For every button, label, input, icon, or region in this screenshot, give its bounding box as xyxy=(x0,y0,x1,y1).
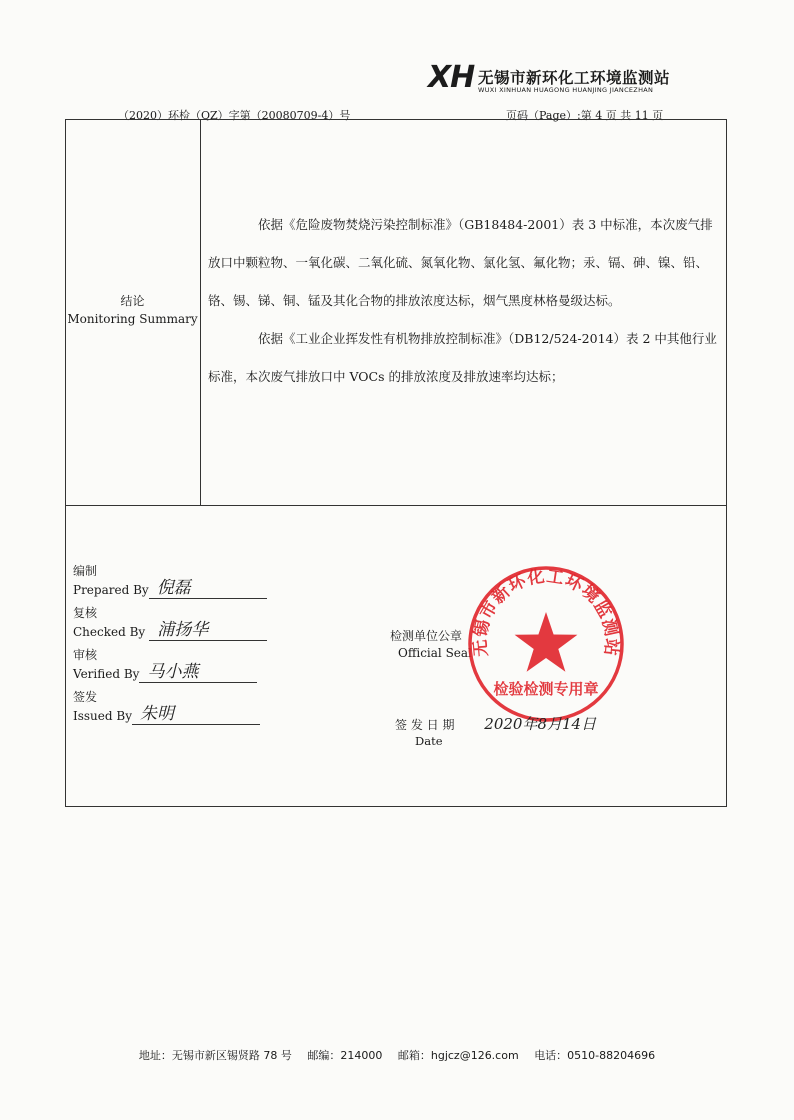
row-divider xyxy=(65,505,727,506)
summary-label xyxy=(65,292,200,328)
date-label-cn: 签 发 日 期 xyxy=(395,718,455,732)
verified-block xyxy=(73,647,257,683)
seal-star-icon xyxy=(515,612,578,672)
prepared-label-en: Prepared By xyxy=(73,583,149,597)
seal-bottom-text: 检验检测专用章 xyxy=(493,680,599,698)
summary-label-cn: 结论 xyxy=(120,294,145,308)
verified-signature: 马小燕 xyxy=(147,662,199,682)
footer-email: 邮箱：hgjcz@126.com xyxy=(397,1049,519,1062)
seal-ring-text: 无锡市新环化工环境监测站 xyxy=(470,566,622,658)
checked-label-en: Checked By xyxy=(73,625,146,639)
logo-mark: XH xyxy=(428,60,475,95)
prepared-label-cn: 编制 xyxy=(73,564,98,578)
conclusion-paragraph-2: 依据《工业企业挥发性有机物排放控制标准》（DB12/524-2014）表 2 中其他行业标准，本次废气排放口中 VOCs 的排放浓度及排放速率均达标； xyxy=(208,331,717,384)
seal-label-en: Official Seal xyxy=(398,646,472,660)
checked-block xyxy=(73,605,267,641)
footer xyxy=(0,1047,794,1063)
prepared-block xyxy=(73,563,267,599)
org-name-cn: 无锡市新环化工环境监测站 xyxy=(478,69,671,87)
conclusion-paragraph-1: 依据《危险废物焚烧污染控制标准》（GB18484-2001）表 3 中标准，本次废气排放口中颗粒物、一氧化碳、二氧化硫、氮氧化物、氯化氢、氟化物；汞、镉、砷、镍、铅、铬、锡、锑、铜、锰及其化合物的排放浓度达标，烟气黑度林格曼级达标。 xyxy=(208,217,713,308)
official-seal-label xyxy=(390,628,472,662)
org-name-en: WUXI XINHUAN HUAGONG HUANJING JIANCEZHAN xyxy=(478,86,654,94)
summary-label-en: Monitoring Summary xyxy=(67,312,198,326)
footer-address: 地址：无锡市新区锡贤路 78 号 xyxy=(138,1049,292,1062)
document-number: （2020）环检（QZ）字第（20080709-4）号 xyxy=(118,109,351,122)
footer-phone: 电话：0510-88204696 xyxy=(534,1049,656,1062)
seal-label-cn: 检测单位公章 xyxy=(390,629,463,643)
issued-block xyxy=(73,689,260,725)
issued-signature: 朱明 xyxy=(139,704,174,724)
verified-label-en: Verified By xyxy=(73,667,140,681)
date-handwritten: 2020年8月14日 xyxy=(484,715,597,733)
date-label-en: Date xyxy=(415,734,443,748)
prepared-signature: 倪磊 xyxy=(156,578,191,598)
issue-date xyxy=(395,713,596,734)
conclusion-text xyxy=(208,206,722,396)
verified-label-cn: 审核 xyxy=(73,648,98,662)
footer-postcode: 邮编：214000 xyxy=(307,1049,383,1062)
issued-label-en: Issued By xyxy=(73,709,132,723)
checked-label-cn: 复核 xyxy=(73,606,98,620)
checked-signature: 浦扬华 xyxy=(157,620,209,640)
column-divider xyxy=(200,119,201,505)
page-info: 页码（Page）:第 4 页 共 11 页 xyxy=(506,109,664,122)
official-seal xyxy=(466,564,626,724)
issued-label-cn: 签发 xyxy=(73,690,98,704)
